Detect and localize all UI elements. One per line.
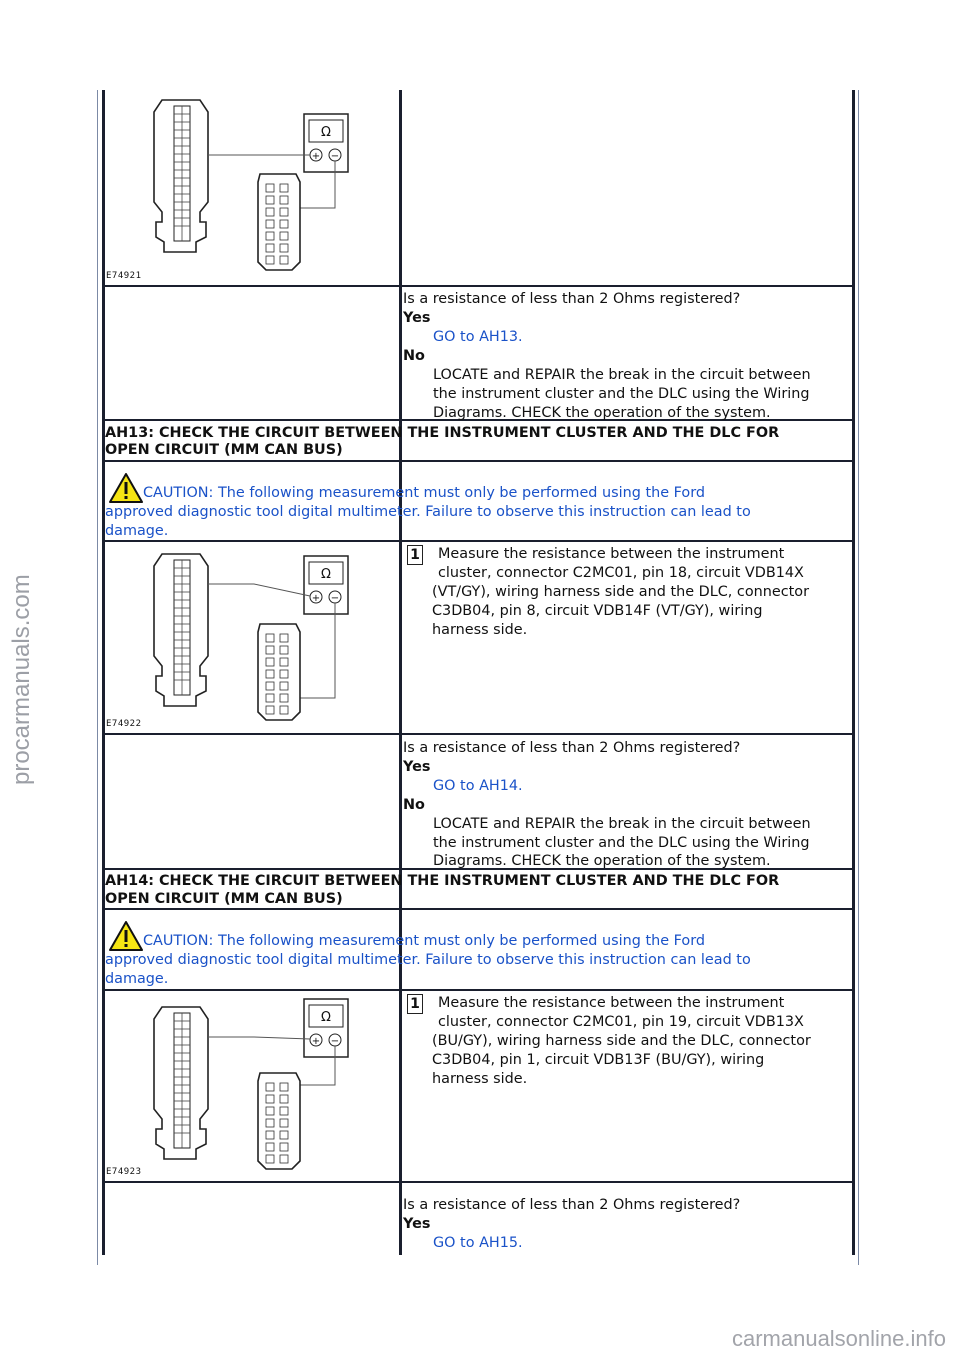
caution-text: approved diagnostic tool digital multimeter. Failure to observe this instruction can lead to	[105, 952, 751, 968]
svg-text:+: +	[311, 593, 321, 604]
figure-label: E74921	[106, 271, 142, 281]
figure-label: E74923	[106, 1167, 142, 1177]
ah14-heading: AH14: CHECK THE CIRCUIT BETWEEN THE INSTRUMENT CLUSTER AND THE DLC FOR	[105, 873, 780, 889]
svg-text:+: +	[311, 1036, 321, 1047]
svg-text:−: −	[330, 593, 340, 604]
no-action-line: Diagrams. CHECK the operation of the system.	[433, 853, 771, 869]
wiring-figure-e74922	[104, 544, 398, 732]
row-divider	[102, 1181, 854, 1183]
yes-label: Yes	[403, 759, 431, 775]
go-to-ah15-link[interactable]: GO to AH15.	[433, 1235, 523, 1251]
step-text: C3DB04, pin 1, circuit VDB13F (BU/GY), wiring	[432, 1052, 765, 1068]
step-number-badge: 1	[407, 545, 423, 565]
svg-text:Ω: Ω	[321, 125, 331, 140]
question-text: Is a resistance of less than 2 Ohms registered?	[403, 1197, 741, 1213]
bottom-watermark: carmanualsonline.info	[731, 1326, 946, 1351]
step-text: (VT/GY), wiring harness side and the DLC, connector	[432, 584, 810, 600]
go-to-ah13-link[interactable]: GO to AH13.	[433, 329, 523, 345]
yes-label: Yes	[403, 310, 431, 326]
step-text: C3DB04, pin 8, circuit VDB14F (VT/GY), wiring	[432, 603, 763, 619]
question-text: Is a resistance of less than 2 Ohms registered?	[403, 291, 741, 307]
ah13-heading: AH13: CHECK THE CIRCUIT BETWEEN THE INSTRUMENT CLUSTER AND THE DLC FOR	[105, 425, 780, 441]
caution-text: damage.	[105, 971, 169, 987]
step-text: Measure the resistance between the instrument	[438, 546, 785, 562]
row-divider	[102, 989, 854, 991]
step-text: harness side.	[432, 1071, 528, 1087]
no-label: No	[403, 348, 425, 364]
svg-text:−: −	[330, 151, 340, 162]
question-text: Is a resistance of less than 2 Ohms registered?	[403, 740, 741, 756]
caution-text: approved diagnostic tool digital multimeter. Failure to observe this instruction can lead to	[105, 504, 751, 520]
row-divider	[102, 285, 854, 287]
yes-label: Yes	[403, 1216, 431, 1232]
svg-text:Ω: Ω	[321, 1010, 331, 1025]
step-text: cluster, connector C2MC01, pin 19, circuit VDB13X	[438, 1014, 804, 1030]
page-left-margin-line	[97, 90, 98, 1265]
no-label: No	[403, 797, 425, 813]
wiring-figure-e74921	[104, 92, 398, 284]
ah13-heading-cont: OPEN CIRCUIT (MM CAN BUS)	[105, 442, 343, 458]
warning-icon	[108, 920, 144, 952]
no-action-line: the instrument cluster and the DLC using the Wiring	[433, 386, 810, 402]
ah14-heading-cont: OPEN CIRCUIT (MM CAN BUS)	[105, 891, 343, 907]
caution-text: damage.	[105, 523, 169, 539]
step-text: cluster, connector C2MC01, pin 18, circuit VDB14X	[438, 565, 804, 581]
table-middle-border	[399, 90, 402, 1255]
row-divider	[102, 460, 854, 462]
step-text: Measure the resistance between the instrument	[438, 995, 785, 1011]
caution-text: CAUTION: The following measurement must only be performed using the Ford	[143, 485, 706, 501]
warning-icon	[108, 472, 144, 504]
no-action-line: LOCATE and REPAIR the break in the circuit between	[433, 367, 811, 383]
step-number-badge: 1	[407, 994, 423, 1014]
svg-text:−: −	[330, 1036, 340, 1047]
caution-text: CAUTION: The following measurement must only be performed using the Ford	[143, 933, 706, 949]
no-action-line: LOCATE and REPAIR the break in the circuit between	[433, 816, 811, 832]
side-watermark: procarmanuals.com	[8, 574, 35, 785]
wiring-figure-e74923	[104, 993, 398, 1180]
figure-label: E74922	[106, 719, 142, 729]
no-action-line: the instrument cluster and the DLC using the Wiring	[433, 835, 810, 851]
svg-text:Ω: Ω	[321, 567, 331, 582]
no-action-line: Diagrams. CHECK the operation of the system.	[433, 405, 771, 421]
page-right-margin-line	[858, 90, 859, 1265]
step-text: (BU/GY), wiring harness side and the DLC, connector	[432, 1033, 811, 1049]
row-divider	[102, 540, 854, 542]
svg-text:+: +	[311, 151, 321, 162]
multimeter-connector-diagram	[104, 993, 398, 1180]
multimeter-connector-diagram	[104, 92, 398, 284]
step-text: harness side.	[432, 622, 528, 638]
multimeter-connector-diagram	[104, 544, 398, 732]
go-to-ah14-link[interactable]: GO to AH14.	[433, 778, 523, 794]
table-right-border	[852, 90, 855, 1255]
row-divider	[102, 733, 854, 735]
